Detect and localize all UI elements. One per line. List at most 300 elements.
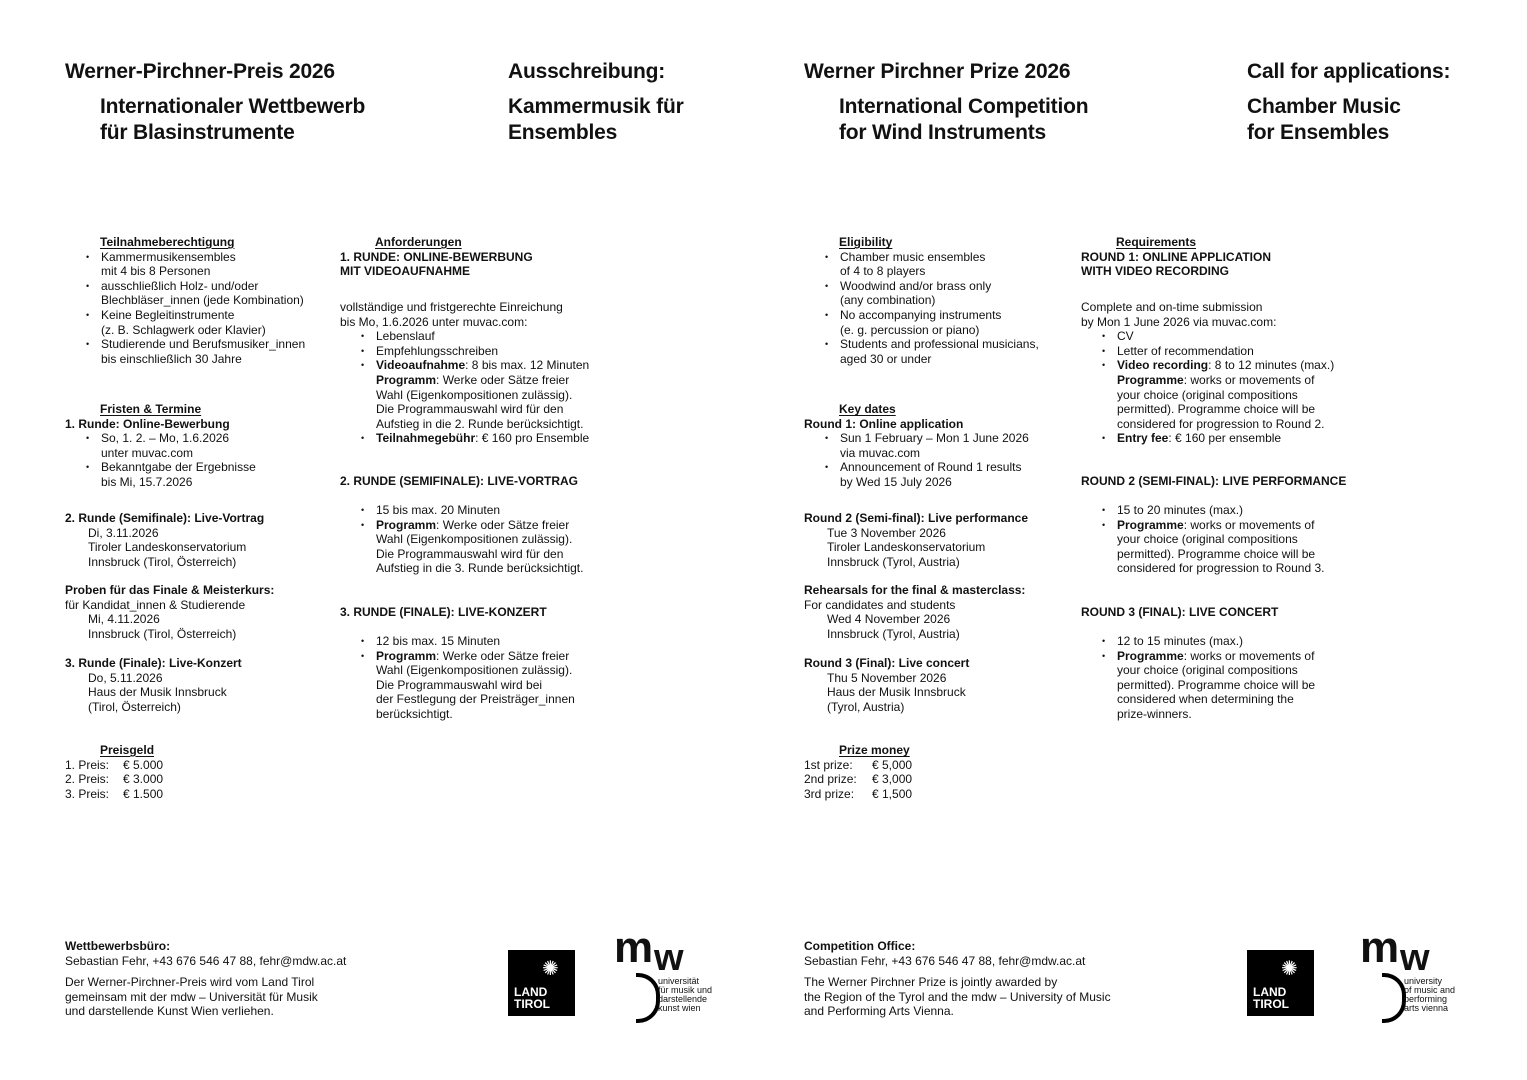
line-text: 2. Runde (Semifinale): Live-Vortrag	[65, 511, 265, 525]
bullet-continuation	[65, 446, 385, 461]
bold-lead: Programm	[376, 648, 437, 663]
line-text: Thu 5 November 2026	[827, 670, 947, 685]
section	[340, 634, 660, 722]
title-de: Werner-Pirchner-Preis 2026	[65, 60, 335, 83]
logo-text: kunst wien	[658, 1003, 701, 1013]
bullet-item	[65, 308, 385, 323]
bold-line	[340, 264, 660, 279]
bullet-continuation	[340, 547, 660, 562]
bullet-continuation	[340, 417, 660, 432]
section	[804, 235, 1124, 366]
bold-line	[804, 417, 1124, 432]
line-text: Rehearsals for the final & masterclass:	[804, 583, 1026, 597]
subtitle-de-line1: Internationaler Wettbewerb	[100, 95, 366, 118]
call-title-en: Call for applications:	[1247, 60, 1451, 83]
bold-line	[1081, 474, 1401, 489]
line-text: Sun 1 February – Mon 1 June 2026	[840, 431, 1029, 446]
section-heading	[1081, 235, 1401, 250]
bullet-item	[65, 460, 385, 475]
logo-text: LAND	[514, 985, 548, 999]
bullet-continuation	[1081, 388, 1401, 403]
bold-line	[340, 605, 660, 620]
section-heading	[65, 235, 385, 250]
logo-text: university	[1404, 976, 1443, 986]
office-label: Competition Office:	[804, 939, 916, 953]
indented-line	[804, 700, 1124, 715]
line-text: considered for progression to Round 2.	[1117, 416, 1325, 431]
line-text: Teilnahmeberechtigung	[100, 235, 235, 249]
line-text: Round 1: Online application	[804, 416, 964, 431]
logo-text: of music and	[1404, 985, 1456, 995]
line-text: Di, 3.11.2026	[88, 525, 159, 540]
indented-line	[804, 555, 1124, 570]
footer-note-line: und darstellende Kunst Wien verliehen.	[65, 1004, 274, 1019]
bullet-continuation	[340, 388, 660, 403]
line-text: Fristen & Termine	[100, 402, 202, 416]
bold-lead: Programm	[376, 517, 437, 532]
bold-lead: Programme	[1117, 517, 1184, 532]
bullet-continuation	[804, 446, 1124, 461]
section	[1081, 503, 1401, 576]
bold-line	[1081, 605, 1401, 620]
bullet-item	[804, 250, 1124, 265]
bullet-item	[340, 329, 660, 344]
bullet-item	[340, 634, 660, 649]
line-text: für Kandidat_innen & Studierende	[65, 597, 246, 612]
bullet-continuation	[804, 475, 1124, 490]
bold-line	[340, 250, 660, 265]
line-text: : Werke oder Sätze freier	[436, 372, 570, 387]
prize-label: 1st prize:	[804, 757, 853, 772]
line-text: Kammermusikensembles	[101, 249, 236, 264]
line-text: bis Mi, 15.7.2026	[101, 474, 193, 489]
line-text: your choice (original compositions	[1117, 663, 1298, 678]
bold-lead: Videoaufnahme	[376, 358, 466, 373]
prize-row	[804, 787, 1124, 802]
line-text: Die Programmauswahl wird für den	[376, 546, 564, 561]
subtitle-en-line2: for Wind Instruments	[839, 121, 1046, 144]
logo-text: TIROL	[1253, 997, 1289, 1011]
bullet-continuation	[65, 352, 385, 367]
section	[804, 583, 1124, 641]
line-text: Round 2 (Semi-final): Live performance	[804, 511, 1029, 525]
indented-line	[65, 526, 385, 541]
line-text: Haus der Musik Innsbruck	[88, 685, 227, 700]
bullet-continuation	[65, 264, 385, 279]
text-line	[65, 598, 385, 613]
line-text: Woodwind and/or brass only	[840, 278, 992, 293]
section-heading	[65, 743, 385, 758]
line-text: 3. Runde (Finale): Live-Konzert	[65, 656, 242, 670]
prize-amount: € 3.000	[123, 772, 164, 787]
line-text: ROUND 1: ONLINE APPLICATION	[1081, 249, 1272, 264]
line-text: ausschließlich Holz- und/oder	[101, 278, 259, 293]
line-text: Announcement of Round 1 results	[840, 460, 1022, 475]
bullet-continuation	[65, 323, 385, 338]
call-subtitle-de-line2: Ensembles	[508, 121, 618, 144]
line-text: CV	[1117, 329, 1134, 344]
line-text: Blechbläser_innen (jede Kombination)	[101, 293, 304, 308]
line-text: permitted). Programme choice will be	[1117, 402, 1316, 417]
logo-text: universität	[658, 976, 700, 986]
section	[340, 235, 660, 279]
bullet-item	[1081, 431, 1401, 446]
line-text: prize-winners.	[1117, 706, 1192, 721]
land-tirol-logo	[508, 950, 575, 1016]
line-text: (Tirol, Österreich)	[88, 699, 181, 714]
section	[65, 511, 385, 569]
line-text: Requirements	[1116, 235, 1197, 249]
line-text: (e. g. percussion or piano)	[840, 322, 980, 337]
line-text: considered for progression to Round 3.	[1117, 561, 1325, 576]
prize-amount: € 5.000	[123, 757, 164, 772]
bullet-continuation	[65, 293, 385, 308]
line-text: Keine Begleitinstrumente	[101, 307, 235, 322]
indented-line	[65, 700, 385, 715]
bullet-item	[340, 649, 660, 664]
line-text: Empfehlungsschreiben	[376, 343, 499, 358]
call-subtitle-en-line2: for Ensembles	[1247, 121, 1390, 144]
line-text: Lebenslauf	[376, 329, 435, 344]
bullet-item	[65, 431, 385, 446]
line-text: MIT VIDEOAUFNAHME	[340, 264, 470, 279]
footer-note-line: Der Werner-Pirchner-Preis wird vom Land Tirol	[65, 975, 315, 990]
section	[1081, 605, 1401, 620]
bullet-continuation	[804, 352, 1124, 367]
bullet-continuation	[804, 293, 1124, 308]
section	[1081, 300, 1401, 446]
office-contact: Sebastian Fehr, +43 676 546 47 88, fehr@mdw.ac.at	[804, 953, 1086, 968]
line-text: Preisgeld	[100, 743, 155, 757]
call-subtitle-de-line1: Kammermusik für	[508, 95, 684, 118]
indented-line	[804, 540, 1124, 555]
bullet-item	[804, 308, 1124, 323]
line-text: Wahl (Eigenkompositionen zulässig).	[376, 387, 573, 402]
line-text: Aufstieg in die 3. Runde berücksichtigt.	[376, 561, 584, 576]
line-text: : works or movements of	[1183, 372, 1315, 387]
line-text: by Mon 1 June 2026 via muvac.com:	[1081, 314, 1277, 329]
bold-line	[65, 417, 385, 432]
line-text: 15 bis max. 20 Minuten	[376, 503, 501, 517]
mdw-logo: m w university of music and performing arts vienna	[1360, 935, 1470, 1020]
line-text: (any combination)	[840, 293, 936, 308]
indented-line	[65, 555, 385, 570]
indented-line	[65, 612, 385, 627]
line-text: bis einschließlich 30 Jahre	[101, 351, 242, 366]
line-text: unter muvac.com	[101, 445, 194, 460]
line-text: your choice (original compositions	[1117, 387, 1298, 402]
call-title-de: Ausschreibung:	[508, 60, 666, 83]
logo-text: performing	[1404, 994, 1448, 1004]
line-text: via muvac.com	[840, 445, 921, 460]
bullet-continuation	[340, 678, 660, 693]
line-text: Bekanntgabe der Ergebnisse	[101, 460, 256, 475]
section	[1081, 634, 1401, 722]
section	[65, 743, 385, 801]
line-text: of 4 to 8 players	[840, 264, 926, 279]
footer-en	[804, 939, 1111, 1019]
line-text: Innsbruck (Tyrol, Austria)	[827, 554, 960, 569]
line-text: 3. RUNDE (FINALE): LIVE-KONZERT	[340, 605, 547, 619]
eagle-icon: ✺	[1281, 958, 1298, 980]
bullet-continuation	[340, 373, 660, 388]
bullet-continuation	[340, 707, 660, 722]
bullet-continuation	[340, 663, 660, 678]
bold-line	[340, 474, 660, 489]
footer-de	[65, 939, 346, 1019]
line-text: Innsbruck (Tyrol, Austria)	[827, 626, 960, 641]
line-text: Tiroler Landeskonservatorium	[827, 540, 986, 555]
subtitle-en-line1: International Competition	[839, 95, 1089, 118]
prize-label: 2nd prize:	[804, 772, 857, 787]
line-text: Die Programmauswahl wird für den	[376, 402, 564, 417]
land-tirol-logo	[1247, 950, 1314, 1016]
indented-line	[65, 540, 385, 555]
bullet-continuation	[1081, 547, 1401, 562]
line-text: 15 to 20 minutes (max.)	[1117, 503, 1244, 517]
bold-lead: Video recording	[1117, 358, 1209, 373]
text-line	[340, 315, 660, 330]
section	[804, 656, 1124, 714]
line-text: Do, 5.11.2026	[88, 670, 163, 685]
bold-line	[65, 583, 385, 598]
line-text: : € 160 per ensemble	[1168, 431, 1282, 446]
line-text: Studierende und Berufsmusiker_innen	[101, 337, 306, 352]
logo-text: LAND	[1253, 985, 1287, 999]
bullet-item	[1081, 344, 1401, 359]
text-line	[1081, 315, 1401, 330]
footer-note-line: the Region of the Tyrol and the mdw – University of Music	[804, 989, 1111, 1004]
prize-row	[65, 758, 385, 773]
line-text: aged 30 or under	[840, 351, 932, 366]
line-text: : 8 to 12 minutes (max.)	[1208, 358, 1335, 373]
line-text: Eligibility	[839, 235, 893, 249]
line-text: : € 160 pro Ensemble	[475, 431, 590, 446]
section-heading	[65, 402, 385, 417]
subtitle-de-line2: für Blasinstrumente	[100, 121, 295, 144]
line-text: (Tyrol, Austria)	[827, 699, 905, 714]
line-text: bis Mo, 1.6.2026 unter muvac.com:	[340, 314, 528, 329]
bullet-item	[1081, 503, 1401, 518]
indented-line	[65, 627, 385, 642]
indented-line	[65, 685, 385, 700]
bullet-item	[340, 503, 660, 518]
line-text: your choice (original compositions	[1117, 532, 1298, 547]
logo-text: für musik und	[658, 985, 713, 995]
section	[340, 605, 660, 620]
prize-label: 2. Preis:	[65, 772, 110, 787]
section	[65, 656, 385, 714]
line-text: by Wed 15 July 2026	[840, 474, 952, 489]
prize-amount: € 1.500	[123, 786, 164, 801]
line-text: Letter of recommendation	[1117, 343, 1254, 358]
line-text: Wahl (Eigenkompositionen zulässig).	[376, 663, 573, 678]
bullet-continuation	[1081, 678, 1401, 693]
bullet-continuation	[1081, 532, 1401, 547]
bullet-continuation	[1081, 707, 1401, 722]
prize-amount: € 1,500	[872, 786, 913, 801]
footer-note-line: and Performing Arts Vienna.	[804, 1004, 954, 1019]
text-line	[804, 598, 1124, 613]
line-text: Round 3 (Final): Live concert	[804, 656, 970, 670]
indented-line	[804, 627, 1124, 642]
line-text: Complete and on-time submission	[1081, 300, 1263, 314]
line-text: : works or movements of	[1183, 517, 1315, 532]
section	[1081, 235, 1401, 279]
bullet-continuation	[65, 475, 385, 490]
line-text: Key dates	[839, 402, 896, 416]
section-heading	[340, 235, 660, 250]
line-text: Mi, 4.11.2026	[88, 612, 160, 627]
office-contact: Sebastian Fehr, +43 676 546 47 88, fehr@mdw.ac.at	[65, 953, 347, 968]
prize-amount: € 5,000	[872, 757, 913, 772]
line-text: permitted). Programme choice will be	[1117, 546, 1316, 561]
section	[804, 743, 1124, 801]
bullet-item	[340, 518, 660, 533]
section	[340, 300, 660, 446]
line-text: Haus der Musik Innsbruck	[827, 685, 966, 700]
line-text: Innsbruck (Tirol, Österreich)	[88, 626, 237, 641]
section-heading	[804, 402, 1124, 417]
line-text: Proben für das Finale & Meisterkurs:	[65, 583, 275, 597]
logo-text: TIROL	[514, 997, 550, 1011]
section	[340, 503, 660, 576]
line-text: Die Programmauswahl wird bei	[376, 677, 543, 692]
bullet-continuation	[340, 692, 660, 707]
bold-line	[804, 583, 1124, 598]
bullet-item	[804, 279, 1124, 294]
section	[804, 511, 1124, 569]
text-line	[1081, 300, 1401, 315]
bullet-continuation	[1081, 692, 1401, 707]
line-text: So, 1. 2. – Mo, 1.6.2026	[101, 431, 230, 446]
line-text: : Werke oder Sätze freier	[436, 517, 570, 532]
bold-line	[804, 656, 1124, 671]
bullet-continuation	[804, 264, 1124, 279]
line-text: Innsbruck (Tirol, Österreich)	[88, 554, 237, 569]
line-text: Tue 3 November 2026	[827, 525, 946, 540]
line-text: Tiroler Landeskonservatorium	[88, 540, 247, 555]
line-text: der Festlegung der Preisträger_innen	[376, 692, 575, 707]
office-label: Wettbewerbsbüro:	[65, 939, 171, 953]
line-text: permitted). Programme choice will be	[1117, 677, 1316, 692]
bullet-continuation	[340, 561, 660, 576]
line-text: : Werke oder Sätze freier	[436, 648, 570, 663]
bullet-item	[804, 431, 1124, 446]
prize-label: 1. Preis:	[65, 757, 110, 772]
indented-line	[804, 671, 1124, 686]
bullet-item	[1081, 634, 1401, 649]
bullet-item	[340, 344, 660, 359]
line-text: (z. B. Schlagwerk oder Klavier)	[101, 322, 266, 337]
bullet-continuation	[1081, 417, 1401, 432]
bullet-item	[1081, 518, 1401, 533]
bullet-item	[65, 250, 385, 265]
prize-row	[65, 787, 385, 802]
bullet-item	[1081, 358, 1401, 373]
bullet-continuation	[340, 532, 660, 547]
indented-line	[65, 671, 385, 686]
bold-line	[65, 511, 385, 526]
prize-label: 3. Preis:	[65, 786, 110, 801]
line-text: Aufstieg in die 2. Runde berücksichtigt.	[376, 416, 584, 431]
bold-lead: Programm	[376, 372, 437, 387]
section-heading	[804, 235, 1124, 250]
bold-line	[1081, 264, 1401, 279]
line-text: Wahl (Eigenkompositionen zulässig).	[376, 532, 573, 547]
line-text: Anforderungen	[375, 235, 462, 249]
logo-text: arts vienna	[1404, 1003, 1449, 1013]
bullet-continuation	[1081, 402, 1401, 417]
bold-line	[65, 656, 385, 671]
bullet-item	[65, 337, 385, 352]
prize-label: 3rd prize:	[804, 786, 855, 801]
section-heading	[804, 743, 1124, 758]
bullet-continuation	[1081, 561, 1401, 576]
line-text: Chamber music ensembles	[840, 249, 986, 264]
bold-lead: Teilnahmegebühr	[376, 431, 476, 446]
indented-line	[804, 685, 1124, 700]
line-text: : 8 bis max. 12 Minuten	[465, 358, 590, 373]
bullet-continuation	[1081, 373, 1401, 388]
section	[65, 402, 385, 490]
line-text: 1. Runde: Online-Bewerbung	[65, 416, 230, 431]
indented-line	[804, 612, 1124, 627]
line-text: ROUND 2 (SEMI-FINAL): LIVE PERFORMANCE	[1081, 474, 1347, 488]
bold-lead: Programme	[1117, 648, 1184, 663]
section	[65, 583, 385, 641]
line-text: berücksichtigt.	[376, 706, 453, 721]
line-text: vollständige und fristgerechte Einreichung	[340, 300, 563, 314]
line-text: considered when determining the	[1117, 692, 1294, 707]
bullet-item	[1081, 329, 1401, 344]
line-text: 12 bis max. 15 Minuten	[376, 634, 501, 648]
bullet-item	[1081, 649, 1401, 664]
bullet-continuation	[1081, 663, 1401, 678]
bold-lead: Entry fee	[1117, 431, 1169, 446]
line-text: 12 to 15 minutes (max.)	[1117, 634, 1244, 648]
prize-row	[804, 772, 1124, 787]
line-text: 2. RUNDE (SEMIFINALE): LIVE-VORTRAG	[340, 474, 579, 488]
logo-text: darstellende	[658, 994, 708, 1004]
line-text: : works or movements of	[1183, 648, 1315, 663]
line-text: WITH VIDEO RECORDING	[1081, 264, 1230, 279]
eagle-icon: ✺	[542, 958, 559, 980]
indented-line	[804, 526, 1124, 541]
bullet-item	[804, 337, 1124, 352]
prize-amount: € 3,000	[872, 772, 913, 787]
text-line	[340, 300, 660, 315]
line-text: No accompanying instruments	[840, 307, 1002, 322]
section	[65, 235, 385, 366]
line-text: For candidates and students	[804, 597, 956, 612]
bold-lead: Programme	[1117, 372, 1184, 387]
section	[340, 474, 660, 489]
line-text: Students and professional musicians,	[840, 337, 1039, 352]
bullet-item	[804, 460, 1124, 475]
line-text: 1. RUNDE: ONLINE-BEWERBUNG	[340, 249, 533, 264]
bullet-item	[340, 431, 660, 446]
title-en: Werner Pirchner Prize 2026	[804, 60, 1071, 83]
line-text: Prize money	[839, 743, 910, 757]
bullet-item	[65, 279, 385, 294]
prize-row	[65, 772, 385, 787]
bullet-item	[340, 358, 660, 373]
prize-row	[804, 758, 1124, 773]
bold-line	[1081, 250, 1401, 265]
call-subtitle-en-line1: Chamber Music	[1247, 95, 1401, 118]
bullet-continuation	[804, 323, 1124, 338]
